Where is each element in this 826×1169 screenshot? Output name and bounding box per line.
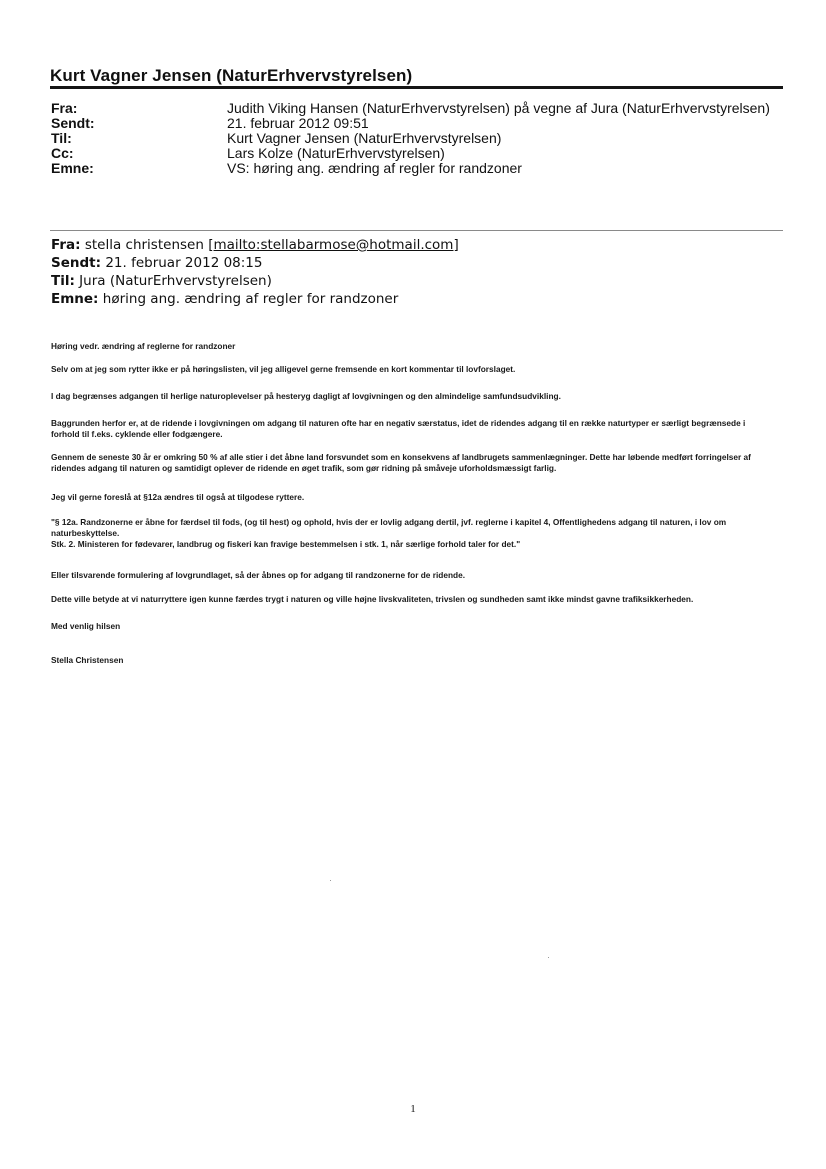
inner-from-name: stella christensen [84,237,204,253]
inner-row-from [51,236,459,254]
page-number: 1 [410,1103,416,1115]
body-paragraph: Jeg vil gerne foreslå at §12a ændres til også at tilgodese ryttere. [51,492,305,502]
scan-speck [548,957,549,958]
inner-subject-label: Emne: [51,291,99,307]
body-paragraph: I dag begrænses adgangen til herlige naturoplevelser på hesteryg dagligt af lovgivningen og den almindelige samfundsudvikling. [51,391,561,401]
body-paragraph: Med venlig hilsen [51,621,121,631]
to-value: Kurt Vagner Jensen (NaturErhvervstyrelsen) [227,130,502,146]
body-paragraph-block [51,364,771,375]
inner-subject-value: høring ang. ændring af regler for randzoner [102,291,399,307]
forwarded-message-separator [50,230,783,231]
sender-email-link[interactable]: [mailto:stellabarmose@hotmail.com] [208,237,459,253]
body-paragraph-block [51,594,771,605]
document-title: Kurt Vagner Jensen (NaturErhvervstyrelsen) [50,66,413,85]
law-paragraph: "§ 12a. Randzonerne er åbne for færdsel til fods, (og til hest) og ophold, hvis der er lovlig adgang dertil, jvf. reglerne i kapitel 4, Offentlighedens adgang til naturen, i lov om naturbeskyttelse. [51,517,727,538]
sent-label: Sendt: [51,115,95,131]
signature-name [51,655,771,666]
inner-sent-value: 21. februar 2012 08:15 [105,255,263,271]
body-paragraph-block [51,391,771,402]
from-label: Fra: [51,100,78,116]
body-paragraph: Dette ville betyde at vi naturryttere igen kunne færdes trygt i naturen og ville højne livskvaliteten, trivslen og sundheden samt ikke mindst gavne trafiksikkerheden. [51,594,694,604]
subject-value: VS: høring ang. ændring af regler for randzoner [227,160,522,176]
inner-sent-label: Sendt: [51,255,102,271]
body-paragraph-block [51,492,771,503]
inner-row-to [51,272,459,290]
law-paragraph: Stk. 2. Ministeren for fødevarer, landbrug og fiskeri kan fravige bestemmelsen i stk. 1, når særlige forhold taler for det." [51,539,521,549]
subject-label: Emne: [51,160,94,176]
inner-row-subject [51,290,459,308]
body-paragraph: Baggrunden herfor er, at de ridende i lovgivningen om adgang til naturen ofte har en negativ særstatus, idet de ridendes adgang til en række naturtyper er særligt begrænsede i forhold til f.eks. cyklende eller fodgængere. [51,418,746,439]
inner-from-label: Fra: [51,237,81,253]
inner-row-sent [51,254,459,272]
sent-value: 21. februar 2012 09:51 [227,115,369,131]
body-paragraph: Stella Christensen [51,655,124,665]
body-paragraph: Gennem de seneste 30 år er omkring 50 % af alle stier i det åbne land forsvundet som en konsekvens af landbrugets sammenlægninger. Dette har løbende medført forringelser af ridendes adgang til naturen og samtidigt oplever de ridende en øget trafik, som gør ridning på småveje uforholdsmæssigt farlig. [51,452,751,473]
scan-speck [330,880,331,881]
body-paragraph: Høring vedr. ændring af reglerne for randzoner [51,341,236,351]
cc-value: Lars Kolze (NaturErhvervstyrelsen) [227,145,445,161]
title-rule [50,86,783,89]
inner-to-label: Til: [51,273,75,289]
closing-greeting [51,621,771,632]
body-paragraph-block [51,452,771,474]
body-heading [51,341,771,352]
to-label: Til: [51,130,72,146]
body-paragraph: Selv om at jeg som rytter ikke er på høringslisten, vil jeg alligevel gerne fremsende en kort kommentar til lovforslaget. [51,364,516,374]
body-paragraph-block [51,418,771,440]
inner-to-value: Jura (NaturErhvervstyrelsen) [79,273,272,289]
quoted-law-text [51,517,771,550]
cc-label: Cc: [51,145,74,161]
from-value: Judith Viking Hansen (NaturErhvervstyrelsen) på vegne af Jura (NaturErhvervstyrelsen) [227,100,770,116]
body-paragraph-block [51,570,771,581]
forwarded-email-header [51,236,459,308]
body-paragraph: Eller tilsvarende formulering af lovgrundlaget, så der åbnes op for adgang til randzonerne for de ridende. [51,570,465,580]
